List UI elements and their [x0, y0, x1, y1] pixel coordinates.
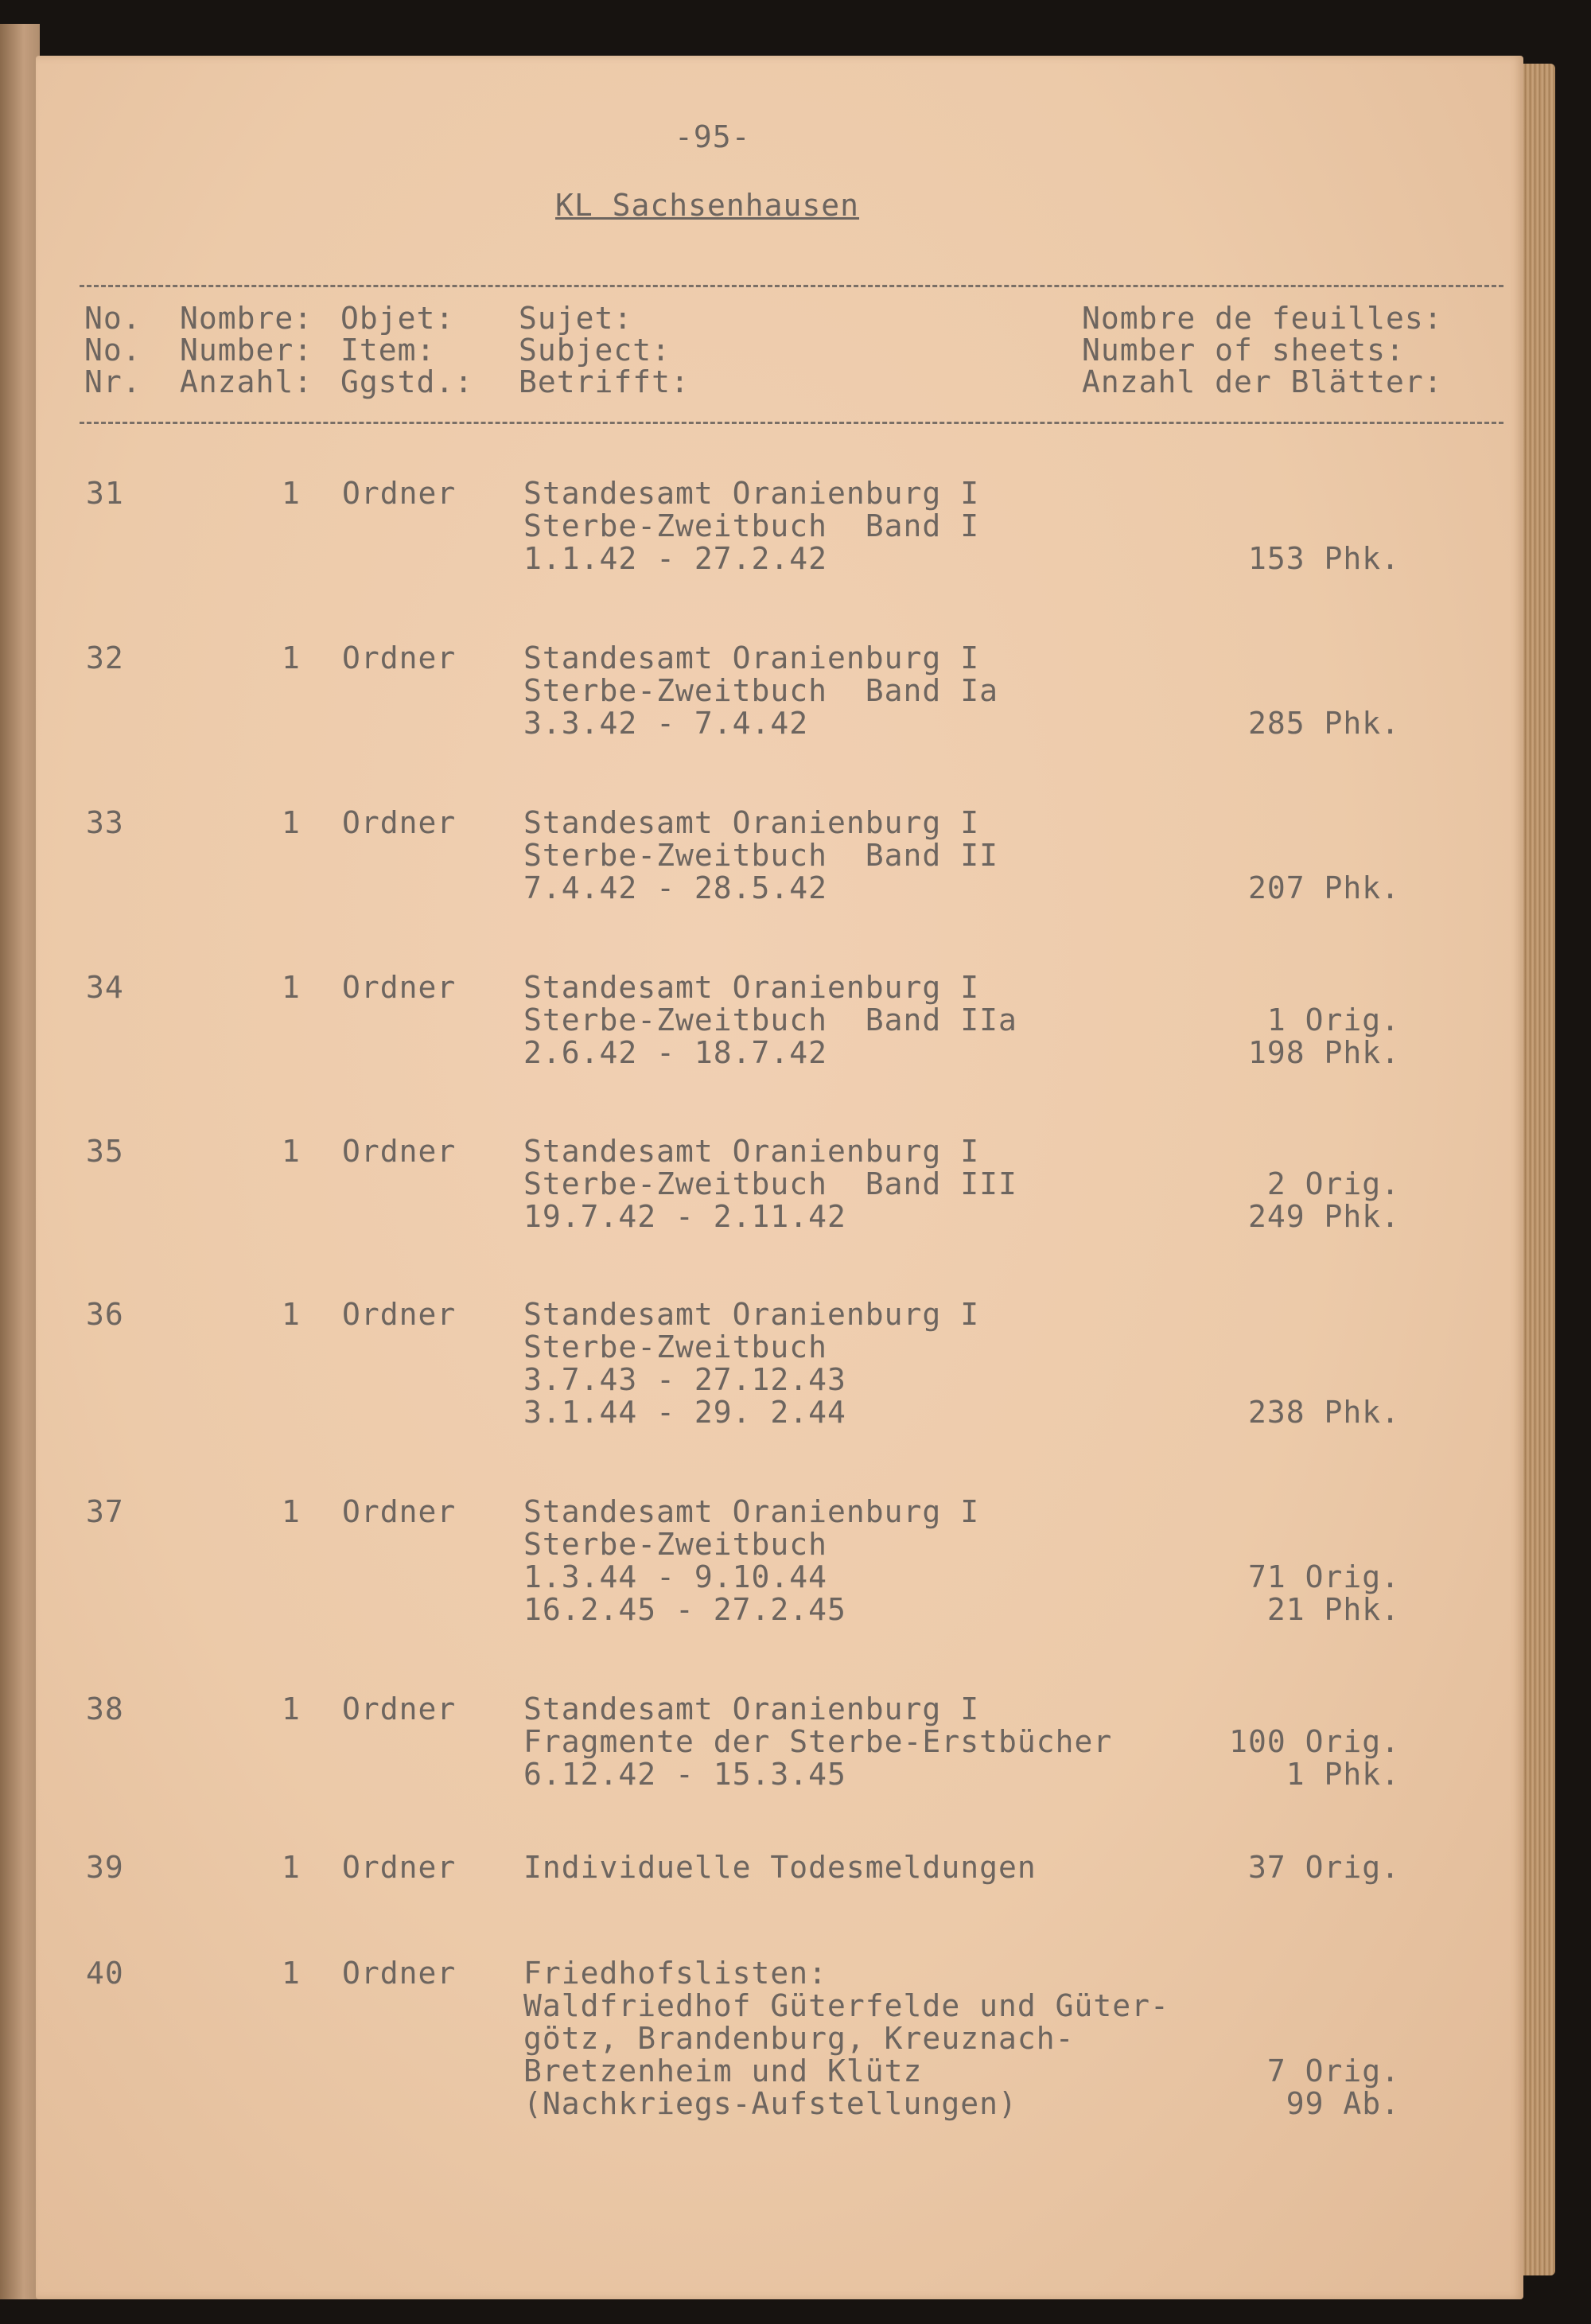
sheets-line: 285 Phk. — [1247, 706, 1400, 741]
header-count-fr: Nombre: — [180, 301, 313, 336]
subject-line: Sterbe-Zweitbuch Band IIa — [523, 1002, 1017, 1037]
entry-sheets — [1248, 1396, 1400, 1429]
entry-subject — [523, 1496, 979, 1626]
entry-count: 1 — [282, 1691, 301, 1726]
entry-sheets — [1248, 1168, 1400, 1233]
sheets-line: 71 Orig. — [1247, 1559, 1400, 1594]
entry-number: 40 — [86, 1956, 124, 1991]
subject-line: Sterbe-Zweitbuch Band II — [523, 838, 998, 873]
entry-sheets — [1248, 543, 1400, 575]
entry-number: 32 — [86, 640, 124, 675]
subject-line: Friedhofslisten: — [523, 1956, 828, 1991]
subject-line: Standesamt Oranienburg I — [523, 1297, 980, 1332]
sheets-line: 153 Phk. — [1247, 541, 1400, 576]
header-sheets-de: Anzahl der Blätter: — [1082, 364, 1443, 399]
subject-line: Sterbe-Zweitbuch — [523, 1527, 828, 1562]
subject-line: Fragmente der Sterbe-Erstbücher — [523, 1724, 1113, 1759]
header-no-en: No. — [84, 333, 142, 368]
header-count-column — [180, 302, 313, 398]
entry-number: 33 — [86, 805, 124, 840]
subject-line: 1.1.42 - 27.2.42 — [523, 541, 828, 576]
header-no-fr: No. — [84, 301, 142, 336]
entry-object: Ordner — [342, 805, 457, 840]
subject-line: 7.4.42 - 28.5.42 — [523, 870, 828, 905]
header-subject-en: Subject: — [519, 333, 671, 368]
sheets-line: 249 Phk. — [1247, 1199, 1400, 1234]
subject-line: Bretzenheim und Klütz — [523, 2053, 923, 2088]
sheets-line: 1 Phk. — [1286, 1757, 1400, 1792]
sheets-line: 198 Phk. — [1247, 1035, 1400, 1070]
sheets-line: 207 Phk. — [1247, 870, 1400, 905]
entry-number: 38 — [86, 1691, 124, 1726]
sheets-line: 2 Orig. — [1266, 1166, 1400, 1201]
sheets-line: 1 Orig. — [1266, 1002, 1400, 1037]
subject-line: 1.3.44 - 9.10.44 — [523, 1559, 828, 1594]
header-no-de: Nr. — [84, 364, 142, 399]
subject-line: Sterbe-Zweitbuch Band I — [523, 508, 980, 543]
subject-line: 19.7.42 - 2.11.42 — [523, 1199, 846, 1234]
subject-line: 3.7.43 - 27.12.43 — [523, 1362, 846, 1397]
subject-line: 6.12.42 - 15.3.45 — [523, 1757, 846, 1792]
subject-line: Standesamt Oranienburg I — [523, 1691, 980, 1726]
entry-sheets — [1248, 1851, 1400, 1884]
page-number: -95- — [675, 119, 751, 154]
entry-object: Ordner — [342, 970, 457, 1005]
header-count-de: Anzahl: — [180, 364, 313, 399]
header-subject-fr: Sujet: — [519, 301, 633, 336]
subject-line: Waldfriedhof Güterfelde und Güter- — [523, 1988, 1169, 2023]
entry-subject — [523, 1298, 979, 1429]
entry-subject — [523, 807, 998, 905]
entry-number: 37 — [86, 1494, 124, 1529]
entry-subject — [523, 971, 1017, 1069]
subject-line: Sterbe-Zweitbuch Band III — [523, 1166, 1017, 1201]
entry-sheets — [1248, 707, 1400, 740]
entry-sheets — [1248, 1004, 1400, 1069]
header-subject-de: Betrifft: — [519, 364, 690, 399]
subject-line: götz, Brandenburg, Kreuznach- — [523, 2021, 1075, 2056]
header-top-rule — [80, 285, 1503, 287]
entry-count: 1 — [282, 1134, 301, 1169]
entry-count: 1 — [282, 1956, 301, 1991]
subject-line: 3.3.42 - 7.4.42 — [523, 706, 809, 741]
entry-sheets — [1229, 1726, 1400, 1791]
subject-line: Standesamt Oranienburg I — [523, 805, 980, 840]
subject-line: Sterbe-Zweitbuch — [523, 1329, 828, 1364]
subject-line: Individuelle Todesmeldungen — [523, 1850, 1037, 1885]
header-no-column — [84, 302, 142, 398]
entry-subject — [523, 1851, 1037, 1884]
subject-line: Standesamt Oranienburg I — [523, 1494, 980, 1529]
entry-object: Ordner — [342, 640, 457, 675]
subject-line: Standesamt Oranienburg I — [523, 970, 980, 1005]
facing-page-edge — [0, 24, 40, 2299]
subject-line: Sterbe-Zweitbuch Band Ia — [523, 673, 998, 708]
entry-sheets — [1248, 1561, 1400, 1626]
subject-line: 16.2.45 - 27.2.45 — [523, 1592, 846, 1627]
entry-number: 39 — [86, 1850, 124, 1885]
header-object-en: Item: — [340, 333, 436, 368]
entry-object: Ordner — [342, 1134, 457, 1169]
sheets-line: 99 Ab. — [1286, 2086, 1400, 2121]
entry-subject — [523, 642, 998, 740]
entry-number: 36 — [86, 1297, 124, 1332]
subject-line: (Nachkriegs-Aufstellungen) — [523, 2086, 1017, 2121]
header-sheets-column — [1082, 302, 1443, 398]
entry-object: Ordner — [342, 1956, 457, 1991]
header-object-column — [340, 302, 473, 398]
entry-object: Ordner — [342, 1297, 457, 1332]
entry-count: 1 — [282, 1297, 301, 1332]
entry-subject — [523, 1957, 1169, 2120]
entry-subject — [523, 477, 979, 575]
entry-subject — [523, 1693, 1112, 1791]
entry-subject — [523, 1135, 1017, 1233]
header-subject-column — [519, 302, 690, 398]
sheets-line: 100 Orig. — [1229, 1724, 1400, 1759]
entry-object: Ordner — [342, 1850, 457, 1885]
subject-line: Standesamt Oranienburg I — [523, 1134, 980, 1169]
entry-number: 35 — [86, 1134, 124, 1169]
entry-number: 34 — [86, 970, 124, 1005]
sheets-line: 7 Orig. — [1266, 2053, 1400, 2088]
header-count-en: Number: — [180, 333, 313, 368]
sheets-line: 21 Phk. — [1266, 1592, 1400, 1627]
entry-object: Ordner — [342, 1494, 457, 1529]
entry-object: Ordner — [342, 1691, 457, 1726]
header-bottom-rule — [80, 422, 1503, 424]
subject-line: 2.6.42 - 18.7.42 — [523, 1035, 828, 1070]
header-object-de: Ggstd.: — [340, 364, 474, 399]
entry-count: 1 — [282, 1494, 301, 1529]
subject-line: Standesamt Oranienburg I — [523, 476, 980, 511]
sheets-line: 37 Orig. — [1247, 1850, 1400, 1885]
entry-count: 1 — [282, 640, 301, 675]
entry-sheets — [1248, 872, 1400, 905]
header-sheets-en: Number of sheets: — [1082, 333, 1405, 368]
document-title: KL Sachsenhausen — [555, 188, 860, 223]
entry-number: 31 — [86, 476, 124, 511]
entry-count: 1 — [282, 805, 301, 840]
entry-count: 1 — [282, 970, 301, 1005]
header-object-fr: Objet: — [340, 301, 455, 336]
entry-sheets — [1267, 2055, 1400, 2120]
entry-object: Ordner — [342, 476, 457, 511]
entry-count: 1 — [282, 476, 301, 511]
sheets-line: 238 Phk. — [1247, 1395, 1400, 1430]
header-sheets-fr: Nombre de feuilles: — [1082, 301, 1443, 336]
subject-line: Standesamt Oranienburg I — [523, 640, 980, 675]
entry-count: 1 — [282, 1850, 301, 1885]
subject-line: 3.1.44 - 29. 2.44 — [523, 1395, 846, 1430]
